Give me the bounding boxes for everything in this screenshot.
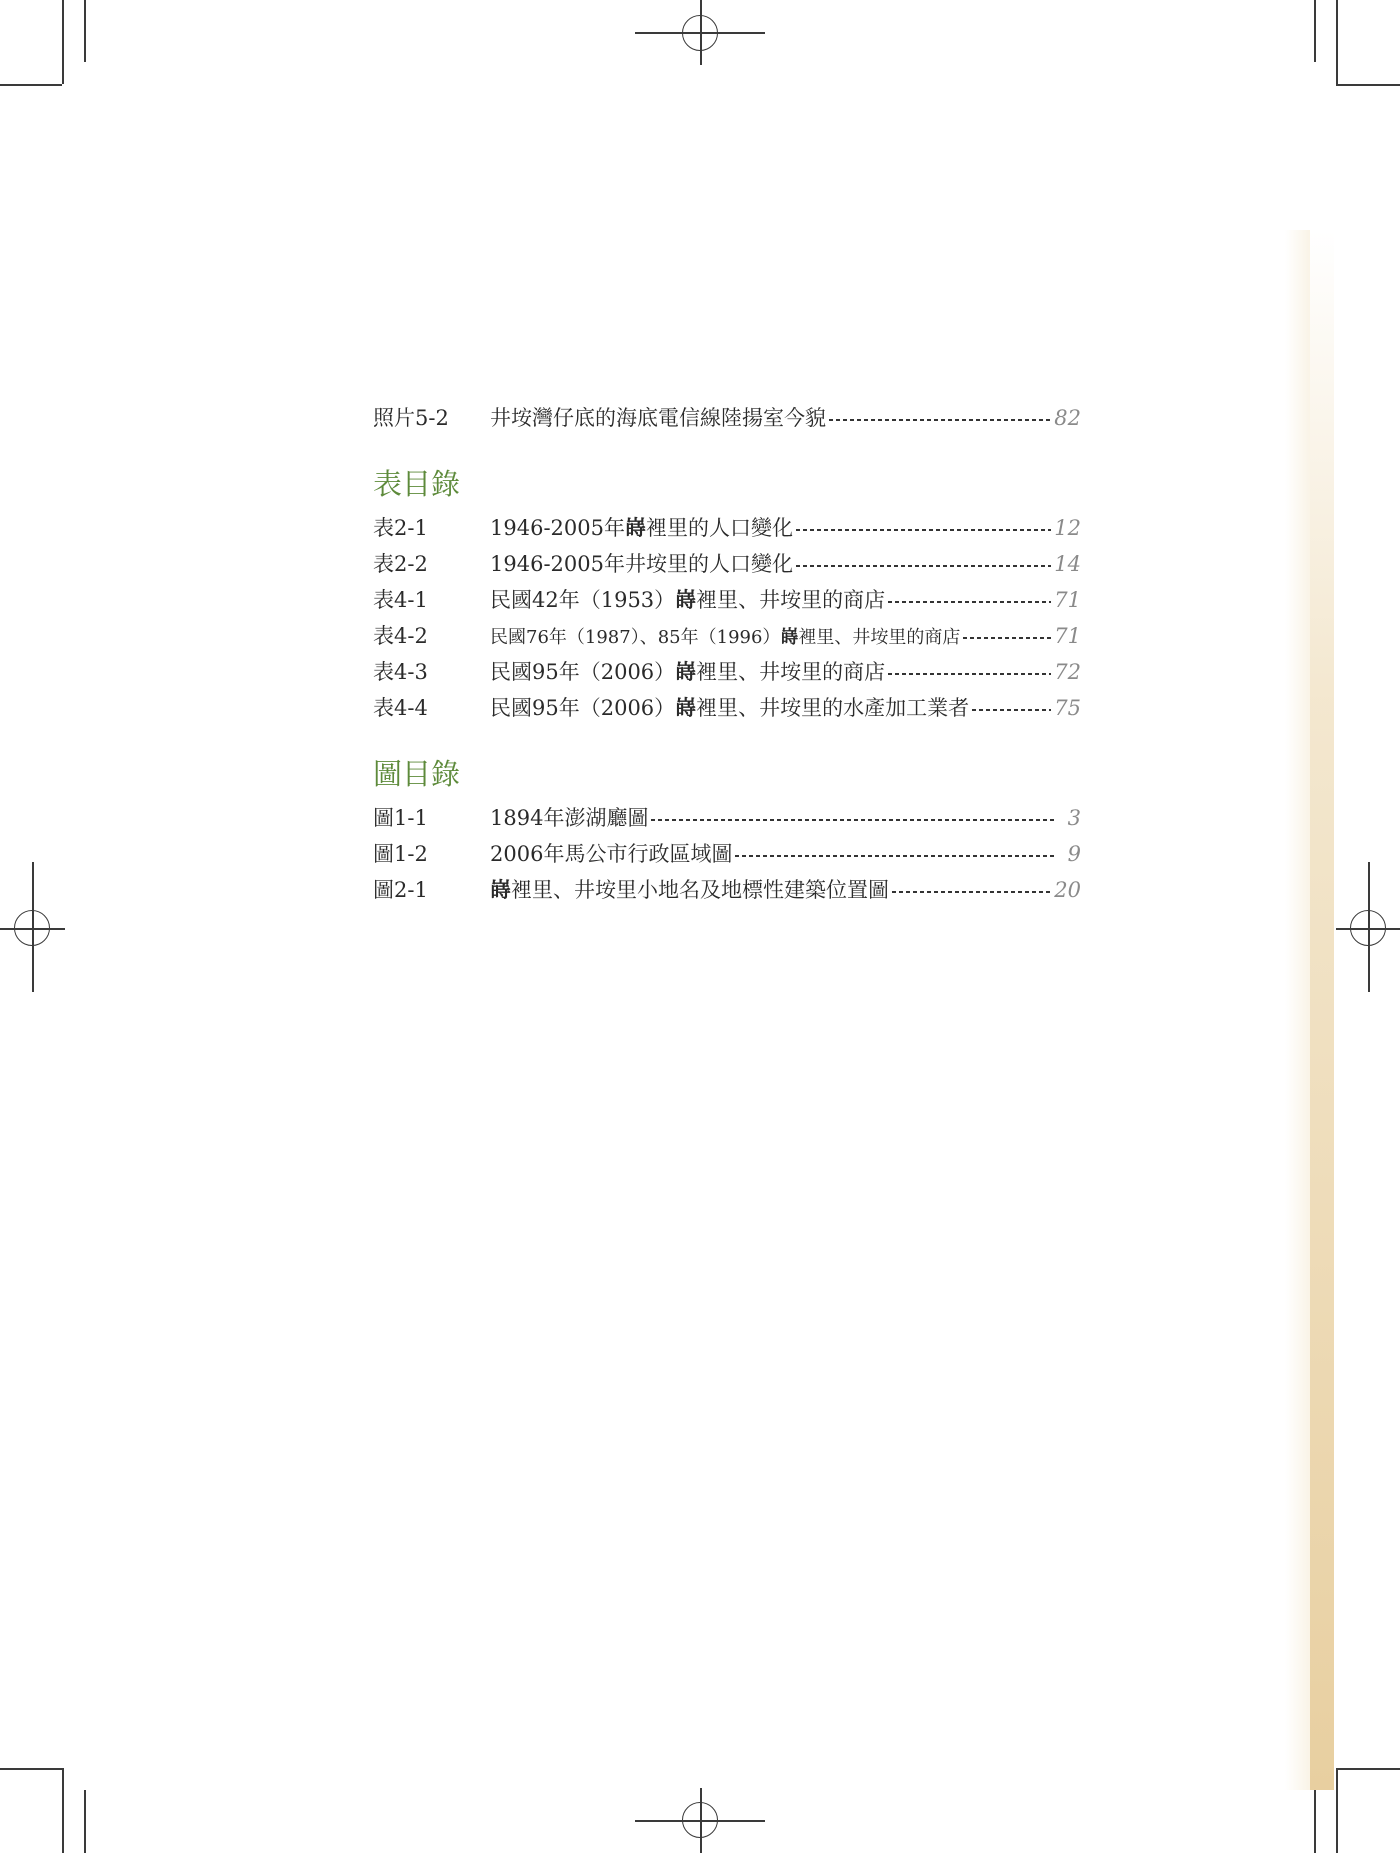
crop-mark: [62, 0, 64, 84]
entry-label: 表4-2: [373, 624, 428, 648]
entry-title: 民國76年（1987）、85年（1996）嵵裡里、井垵里的商店: [490, 627, 961, 648]
toc-entry[interactable]: [373, 654, 1081, 690]
entry-title: 2006年馬公市行政區域圖: [490, 842, 733, 866]
crop-mark: [1336, 84, 1400, 86]
sidebar-gradient-fade: [1285, 230, 1310, 1790]
entry-page-number: 14: [1054, 552, 1081, 576]
entry-title: 井垵灣仔底的海底電信線陸揚室今貌: [490, 406, 826, 430]
entry-label: 圖1-1: [373, 806, 428, 830]
dot-leader: [651, 819, 1054, 821]
dot-leader: [796, 565, 1051, 567]
entry-title: 1894年澎湖廳圖: [490, 806, 649, 830]
dot-leader: [892, 891, 1051, 893]
toc-entry[interactable]: [373, 836, 1081, 872]
entry-label: 表4-3: [373, 660, 428, 684]
dot-leader: [888, 601, 1051, 603]
table-of-contents: [373, 400, 1081, 908]
dot-leader: [735, 855, 1054, 857]
toc-entry[interactable]: [373, 510, 1081, 546]
entry-title: 1946-2005年嵵裡里的人口變化: [490, 515, 793, 540]
entry-title: 民國95年（2006）嵵裡里、井垵里的商店: [490, 659, 886, 684]
toc-entry[interactable]: [373, 800, 1081, 836]
entry-label: 表4-4: [373, 696, 428, 720]
toc-entry[interactable]: [373, 546, 1081, 582]
crop-mark: [1336, 1768, 1400, 1770]
entry-page-number: 72: [1054, 660, 1081, 684]
entry-page-number: 71: [1054, 624, 1081, 648]
entry-page-number: 20: [1054, 878, 1081, 902]
toc-entry[interactable]: [373, 582, 1081, 618]
entry-page-number: 9: [1067, 842, 1081, 866]
entry-title: 民國42年（1953）嵵裡里、井垵里的商店: [490, 587, 886, 612]
entry-title: 嵵裡里、井垵里小地名及地標性建築位置圖: [490, 877, 889, 902]
sidebar-gradient-bar: [1310, 230, 1334, 1790]
entry-page-number: 12: [1054, 516, 1081, 540]
crop-mark: [84, 0, 86, 62]
entry-title: 1946-2005年井垵里的人口變化: [490, 552, 793, 576]
entry-label: 表2-1: [373, 516, 428, 540]
dot-leader: [796, 529, 1051, 531]
crop-mark: [1314, 1790, 1316, 1853]
dot-leader: [972, 709, 1051, 711]
entry-label: 圖2-1: [373, 878, 428, 902]
toc-entry[interactable]: [373, 400, 1081, 436]
dot-leader: [963, 637, 1051, 639]
entry-label: 圖1-2: [373, 842, 428, 866]
entry-page-number: 75: [1054, 696, 1081, 720]
crop-mark: [1314, 0, 1316, 62]
crop-mark: [84, 1790, 86, 1853]
entry-label: 表2-2: [373, 552, 428, 576]
entry-page-number: 82: [1054, 406, 1081, 430]
crop-mark: [1336, 1768, 1338, 1853]
entry-label: 照片5-2: [373, 406, 449, 430]
entry-page-number: 71: [1054, 588, 1081, 612]
section-heading-tables: 表目錄: [373, 467, 461, 501]
entry-label: 表4-1: [373, 588, 428, 612]
crop-mark: [1336, 0, 1338, 84]
dot-leader: [829, 419, 1051, 421]
entry-title: 民國95年（2006）嵵裡里、井垵里的水產加工業者: [490, 695, 970, 720]
crop-mark: [62, 1768, 64, 1853]
toc-entry[interactable]: [373, 618, 1081, 654]
section-heading-figures: 圖目錄: [373, 757, 461, 791]
entry-page-number: 3: [1067, 806, 1081, 830]
toc-entry[interactable]: [373, 690, 1081, 726]
dot-leader: [888, 673, 1051, 675]
crop-mark: [0, 84, 62, 86]
crop-mark: [0, 1768, 62, 1770]
toc-entry[interactable]: [373, 872, 1081, 908]
